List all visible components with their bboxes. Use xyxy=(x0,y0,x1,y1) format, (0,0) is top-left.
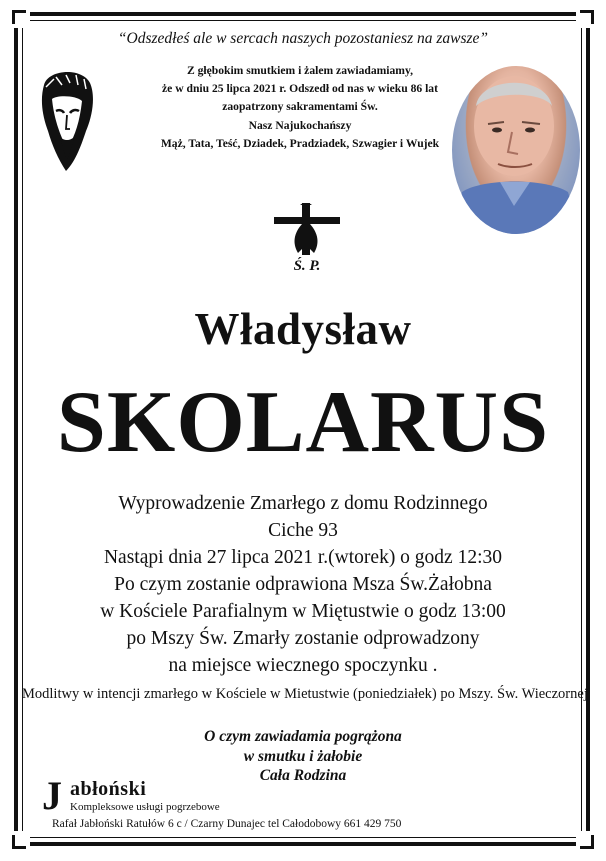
logo-subtitle: Kompleksowe usługi pogrzebowe xyxy=(70,801,220,813)
info-line: w Kościele Parafialnym w Miętustwie o godz 13:00 xyxy=(100,601,506,622)
closing-note xyxy=(150,727,456,786)
announcement-line: Mąż, Tata, Teść, Dziadek, Pradziadek, Szwagier i Wujek xyxy=(160,136,440,150)
closing-line: Cała Rodzina xyxy=(259,767,347,784)
surname: SKOLARUS xyxy=(56,374,550,471)
sp-label: Ś. P. xyxy=(293,258,321,274)
info-line: Po czym zostanie odprawiona Msza Św.Żałobna xyxy=(114,574,492,595)
info-line: Nastąpi dnia 27 lipca 2021 r.(wtorek) o godz 12:30 xyxy=(103,547,503,568)
christ-image xyxy=(36,65,98,175)
info-line: po Mszy Św. Zmarły zostanie odprowadzony xyxy=(126,628,480,649)
announcement-line: Nasz Najukochańszy xyxy=(248,118,352,132)
info-line: na miejsce wiecznego spoczynku . xyxy=(168,655,438,676)
corner-ornament xyxy=(8,831,30,853)
motto: “Odszedłeś ale w sercach naszych pozostaniesz na zawsze” xyxy=(117,30,489,47)
funeral-info xyxy=(60,490,546,679)
announcement-line: że w dniu 25 lipca 2021 r. Odszedł od nas w wieku 86 lat xyxy=(162,82,438,96)
info-line: Wyprowadzenie Zmarłego z domu Rodzinnego xyxy=(118,493,488,514)
corner-ornament xyxy=(8,6,30,28)
announcement-line: zaopatrzony sakramentami Św. xyxy=(222,100,378,114)
announcement-line: Z głębokim smutkiem i żalem zawiadamiamy, xyxy=(186,64,414,77)
corner-ornament xyxy=(576,831,598,853)
first-name: Władysław xyxy=(194,304,412,354)
announcement xyxy=(130,62,470,153)
portrait-photo xyxy=(452,66,580,234)
prayers-note: Modlitwy w intencji zmarłego w Kościele w Mietustwie (poniedziałek) po Mszy. Św. Wieczornej xyxy=(22,686,588,702)
footer-contact: Rafał Jabłoński Ratułów 6 c / Czarny Dunajec tel Całodobowy 661 429 750 xyxy=(52,818,402,830)
logo-name: abłoński xyxy=(70,778,147,800)
corner-ornament xyxy=(576,6,598,28)
info-line: Ciche 93 xyxy=(268,520,338,541)
closing-line: w smutku i żałobie xyxy=(243,747,363,765)
logo-initial: J xyxy=(42,773,62,818)
closing-line: O czym zawiadamia pogrążona xyxy=(204,728,402,745)
